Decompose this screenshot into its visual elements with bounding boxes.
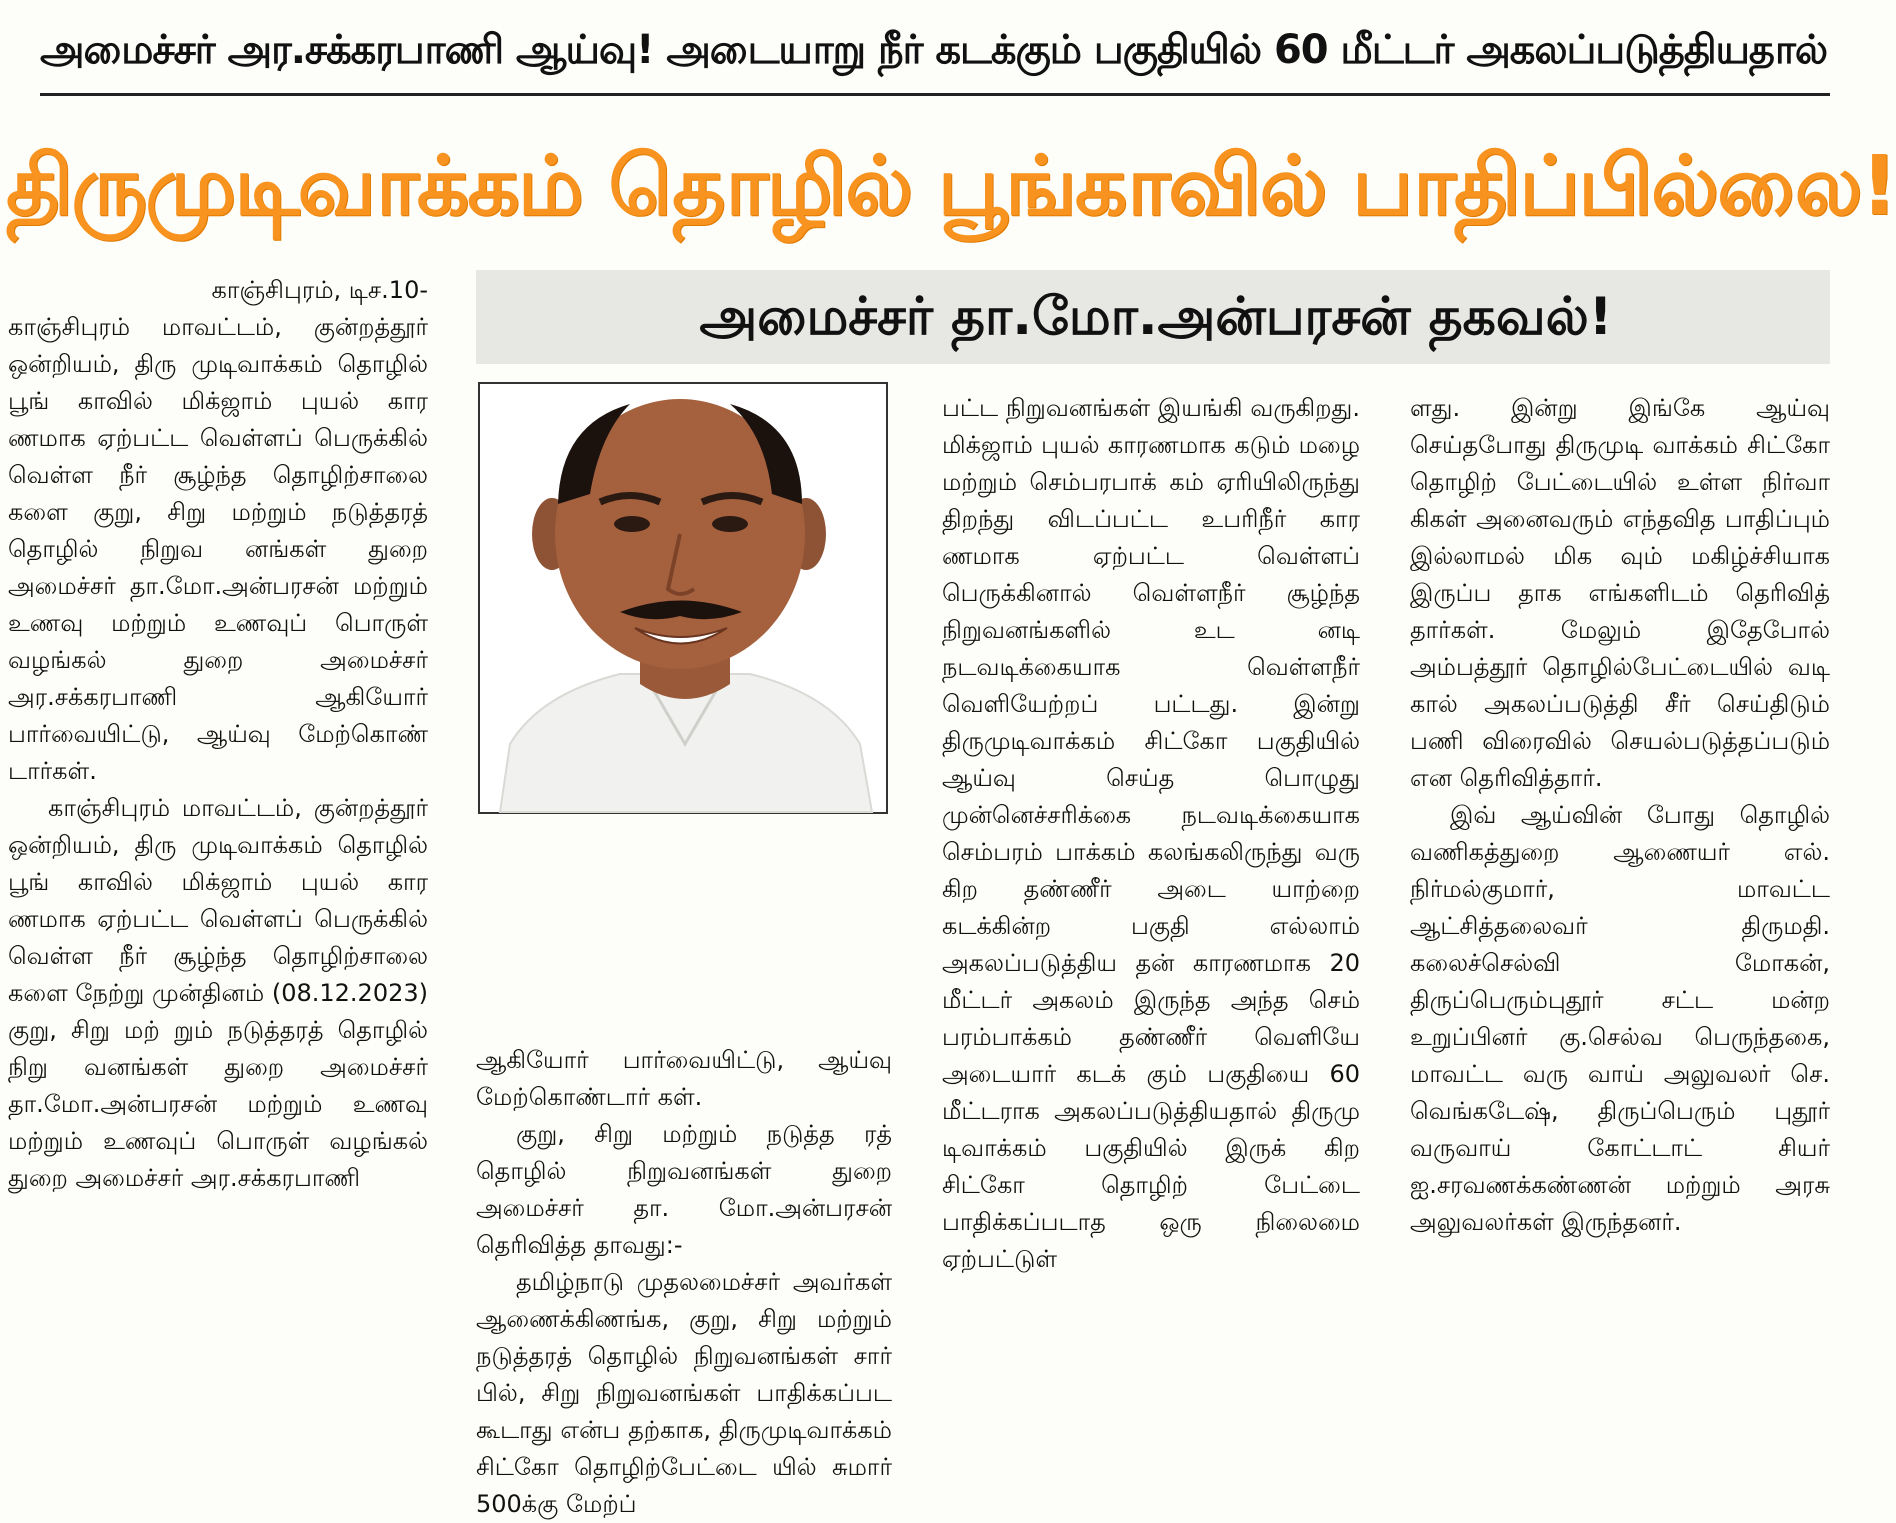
article-column-4 — [1410, 390, 1830, 1477]
paragraph: இவ் ஆய்வின் போது தொழில் வணிகத்துறை ஆணையர் எல். நிர்மல்குமார், மாவட்ட ஆட்சித்தலைவர் திருமதி. கலைச்செல்வி மோகன், திருப்பெரும்புதூர் சட்ட மன்ற உறுப்பினர் கு.செல்வ பெருந்தகை, மாவட்ட வரு வாய் அலுவலர் செ. வெங்கடேஷ், திருப்பெரும் புதூர் வருவாய் கோட்டாட் சியர் ஐ.சரவணக்கண்ணன் மற்றும் அரசு அலுவலர்கள் இருந்தனர். — [1410, 801, 1830, 1236]
dateline: காஞ்சிபுரம், டிச.10- — [211, 276, 428, 304]
paragraph: குறு, சிறு மற்றும் நடுத்த ரத் தொழில் நிறுவனங்கள் துறை அமைச்சர் தா. மோ.அன்பரசன் தெரிவித்த தாவது:- — [476, 1120, 892, 1259]
paragraph: தமிழ்நாடு முதலமைச்சர் அவர்கள் ஆணைக்கிணங்க, குறு, சிறு மற்றும் நடுத்தரத் தொழில் நிறுவனங்கள் சார் பில், சிறு நிறுவனங்கள் பாதிக்கப்பட கூடாது என்ப தற்காக, திருமுடிவாக்கம் சிட்கோ தொழிற்பேட்டை யில் சுமார் 500க்கு மேற்ப் — [476, 1268, 892, 1518]
portrait-image — [480, 384, 886, 812]
paragraph: பட்ட நிறுவனங்கள் இயங்கி வருகிறது. மிக்ஜாம் புயல் காரணமாக கடும் மழை மற்றும் செம்பரபாக் கம் ஏரியிலிருந்து திறந்து விடப்பட்ட உபரிநீர் கார ணமாக ஏற்பட்ட வெள்ளப் பெருக்கினால் வெள்ளநீர் சூழ்ந்த நிறுவனங்களில் உட னடி நடவடிக்கையாக வெள்ளநீர் வெளியேற்றப் பட்டது. இன்று திருமுடிவாக்கம் சிட்கோ பகுதியில் ஆய்வு செய்த பொழுது முன்னெச்சரிக்கை நடவடிக்கையாக செம்பரம் பாக்கம் கலங்கலிருந்து வரு கிற தண்ணீர் அடை யாற்றை கடக்கின்ற பகுதி எல்லாம் அகலப்படுத்திய தன் காரணமாக 20 மீட்டர் அகலம் இருந்த அந்த செம் பரம்பாக்கம் தண்ணீர் வெளியே அடையார் கடக் கும் பகுதியை 60 மீட்டராக அகலப்படுத்தியதால் திருமு டிவாக்கம் பகுதியில் இருக் கிற சிட்கோ தொழிற் பேட்டை பாதிக்கப்படாத ஒரு நிலைமை ஏற்பட்டுள் — [942, 394, 1360, 1273]
paragraph: காஞ்சிபுரம் மாவட்டம், குன்றத்தூர் ஒன்றியம், திரு முடிவாக்கம் தொழில் பூங் காவில் மிக்ஜாம் புயல் கார ணமாக ஏற்பட்ட வெள்ளப் பெருக்கில் வெள்ள நீர் சூழ்ந்த தொழிற்சாலை களை குறு, சிறு மற்றும் நடுத்தரத் தொழில் நிறுவ னங்கள் துறை அமைச்சர் தா.மோ.அன்பரசன் மற்றும் உணவு மற்றும் உணவுப் பொருள் வழங்கல் துறை அமைச்சர் அர.சக்கரபாணி ஆகியோர் பார்வையிட்டு, ஆய்வு மேற்கொண் டார்கள். — [8, 313, 428, 785]
article-column-3 — [942, 390, 1360, 1477]
paragraph: காஞ்சிபுரம் மாவட்டம், குன்றத்தூர் ஒன்றியம், திரு முடிவாக்கம் தொழில் பூங் காவில் மிக்ஜாம் புயல் கார ணமாக ஏற்பட்ட வெள்ளப் பெருக்கில் வெள்ள நீர் சூழ்ந்த தொழிற்சாலை களை நேற்று முன்தினம் (08.12.2023) குறு, சிறு மற் றும் நடுத்தரத் தொழில் நிறு வனங்கள் துறை அமைச்சர் தா.மோ.அன்பரசன் மற்றும் உணவு மற்றும் உணவுப் பொருள் வழங்கல் துறை அமைச்சர் அர.சக்கரபாணி — [8, 794, 428, 1192]
minister-photo — [478, 382, 888, 814]
subhead: அமைச்சர் தா.மோ.அன்பரசன் தகவல்! — [699, 287, 1613, 347]
paragraph: ஆகியோர் பார்வையிட்டு, ஆய்வு மேற்கொண்டார் கள். — [476, 1046, 892, 1111]
paragraph: ளது. இன்று இங்கே ஆய்வு செய்தபோது திருமுடி வாக்கம் சிட்கோ தொழிற் பேட்டையில் உள்ள நிர்வா கிகள் அனைவரும் எந்தவித பாதிப்பும் இல்லாமல் மிக வும் மகிழ்ச்சியாக இருப்ப தாக எங்களிடம் தெரிவித் தார்கள். மேலும் இதேபோல் அம்பத்தூர் தொழில்பேட்டையில் வடி கால் அகலப்படுத்தி சீர் செய்திடும் பணி விரைவில் செயல்படுத்தப்படும் என தெரிவித்தார். — [1410, 394, 1830, 792]
kicker-divider — [40, 93, 1830, 96]
article-column-1 — [8, 272, 428, 1477]
main-headline: திருமுடிவாக்கம் தொழில் பூங்காவில் பாதிப்பில்லை! — [6, 139, 1896, 234]
article-column-2 — [476, 1042, 892, 1518]
kicker-headline: அமைச்சர் அர.சக்கரபாணி ஆய்வு! அடையாறு நீர் கடக்கும் பகுதியில் 60 மீட்டர் அகலப்படுத்தியதால் — [40, 27, 1828, 73]
